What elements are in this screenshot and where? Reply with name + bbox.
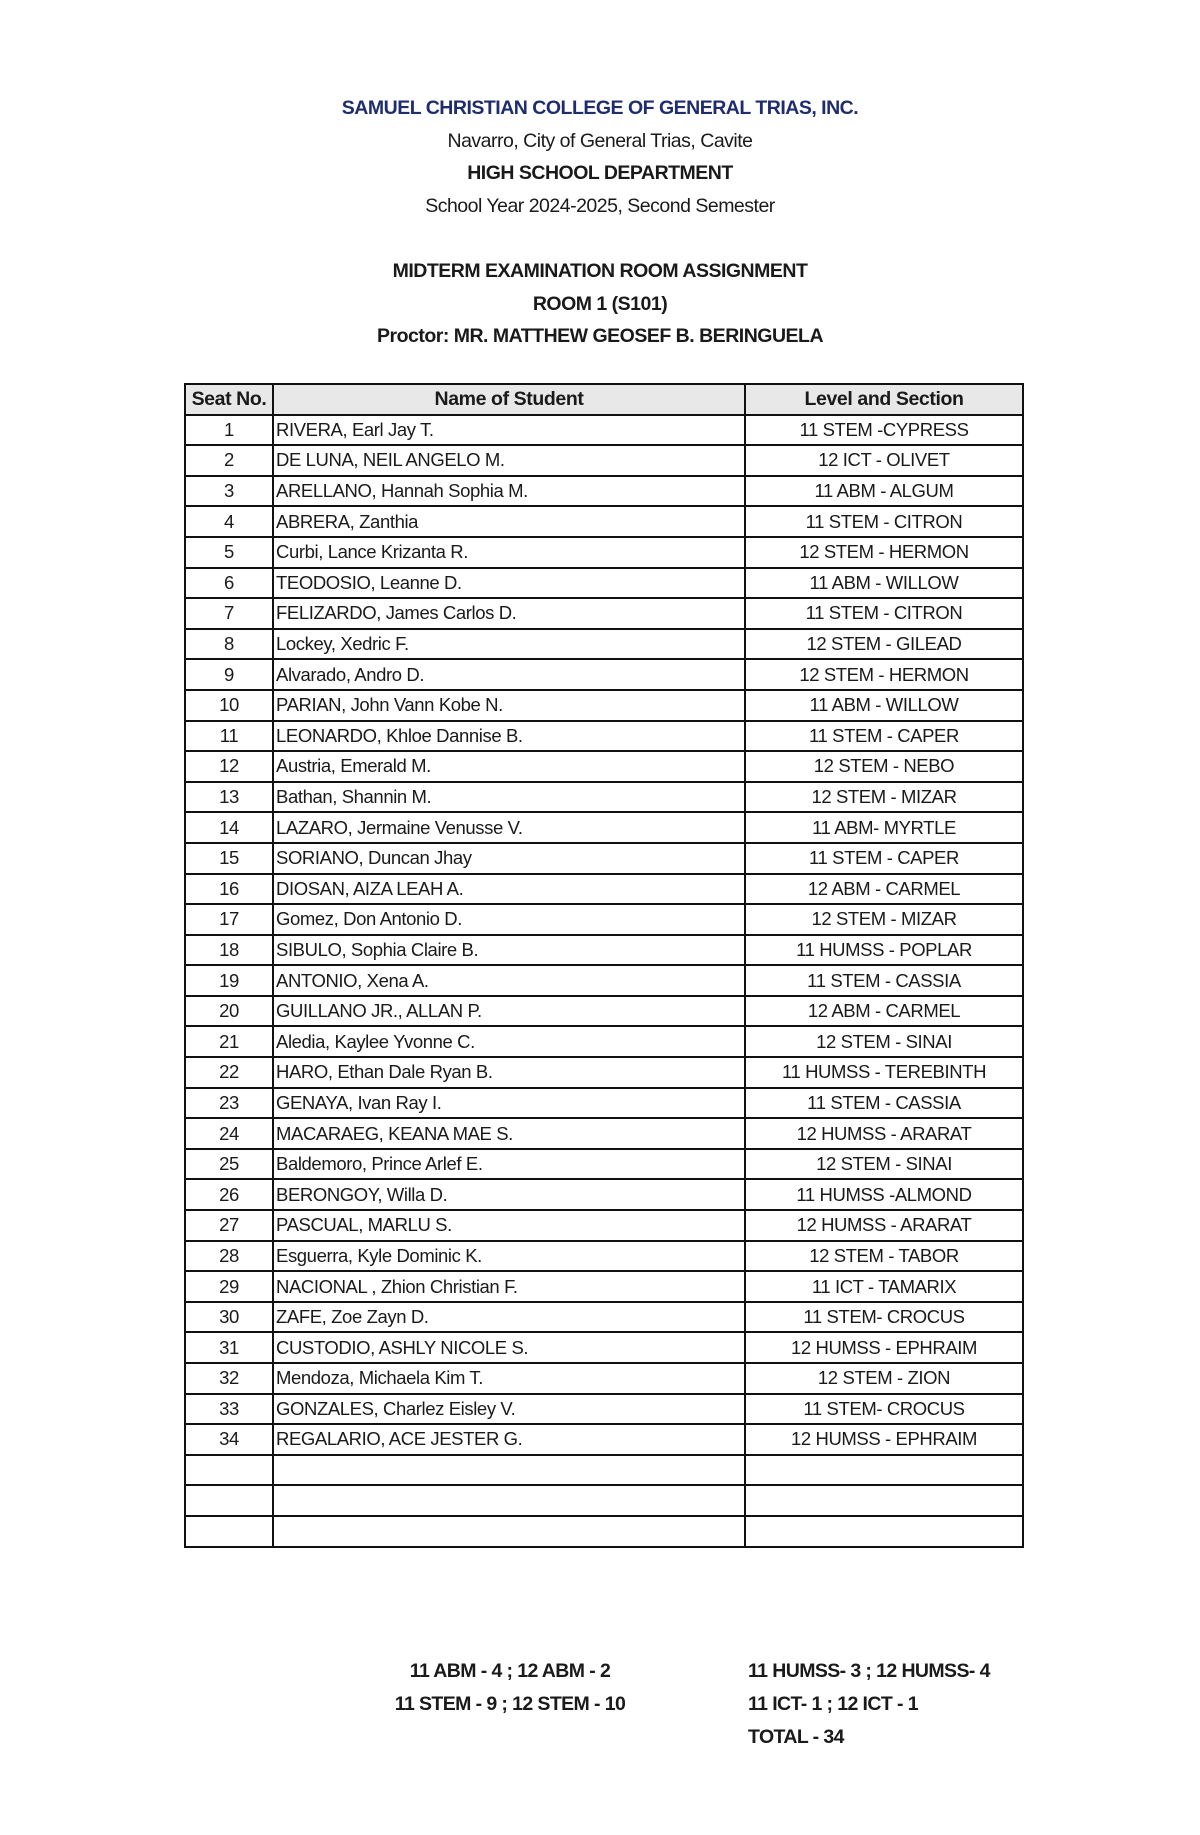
seat-number-cell: 16 bbox=[185, 874, 273, 905]
seat-number-cell bbox=[185, 1516, 273, 1547]
level-section-cell: 11 ABM- MYRTLE bbox=[745, 812, 1023, 843]
student-name-cell: ANTONIO, Xena A. bbox=[273, 965, 745, 996]
table-row bbox=[185, 415, 1023, 446]
student-name-cell: GENAYA, Ivan Ray I. bbox=[273, 1088, 745, 1119]
table-body bbox=[185, 415, 1023, 1547]
level-section-cell bbox=[745, 1485, 1023, 1516]
seat-number-cell: 22 bbox=[185, 1057, 273, 1088]
level-section-cell: 12 ICT - OLIVET bbox=[745, 445, 1023, 476]
table-row bbox=[185, 1026, 1023, 1057]
level-section-cell: 12 STEM - HERMON bbox=[745, 659, 1023, 690]
seat-number-cell: 3 bbox=[185, 476, 273, 507]
level-section-cell: 11 STEM - CITRON bbox=[745, 506, 1023, 537]
seat-number-cell: 33 bbox=[185, 1394, 273, 1425]
college-address: Navarro, City of General Trias, Cavite bbox=[447, 129, 753, 152]
level-section-cell: 11 ICT - TAMARIX bbox=[745, 1271, 1023, 1302]
student-name-cell: TEODOSIO, Leanne D. bbox=[273, 568, 745, 599]
summary-total: TOTAL - 34 bbox=[748, 1726, 844, 1748]
seat-number-cell: 21 bbox=[185, 1026, 273, 1057]
student-name-cell: GONZALES, Charlez Eisley V. bbox=[273, 1394, 745, 1425]
table-row bbox=[185, 782, 1023, 813]
seat-number-cell: 19 bbox=[185, 965, 273, 996]
level-section-cell: 11 STEM- CROCUS bbox=[745, 1302, 1023, 1333]
seat-number-cell: 26 bbox=[185, 1179, 273, 1210]
student-name-cell: Mendoza, Michaela Kim T. bbox=[273, 1363, 745, 1394]
table-row bbox=[185, 1485, 1023, 1516]
seat-number-cell bbox=[185, 1455, 273, 1486]
table-row bbox=[185, 598, 1023, 629]
student-name-cell: RIVERA, Earl Jay T. bbox=[273, 415, 745, 446]
table-row bbox=[185, 1363, 1023, 1394]
table-row bbox=[185, 812, 1023, 843]
column-header-seat: Seat No. bbox=[185, 384, 273, 415]
student-name-cell: LEONARDO, Khloe Dannise B. bbox=[273, 721, 745, 752]
table-row bbox=[185, 659, 1023, 690]
seat-number-cell: 28 bbox=[185, 1241, 273, 1272]
level-section-cell: 12 STEM - GILEAD bbox=[745, 629, 1023, 660]
student-name-cell bbox=[273, 1455, 745, 1486]
table-row bbox=[185, 935, 1023, 966]
college-name: SAMUEL CHRISTIAN COLLEGE OF GENERAL TRIAS, INC. bbox=[341, 97, 859, 119]
student-name-cell: PARIAN, John Vann Kobe N. bbox=[273, 690, 745, 721]
level-section-cell: 11 STEM - CAPER bbox=[745, 721, 1023, 752]
level-section-cell: 12 HUMSS - ARARAT bbox=[745, 1210, 1023, 1241]
table-row bbox=[185, 1271, 1023, 1302]
seat-number-cell: 17 bbox=[185, 904, 273, 935]
table-row bbox=[185, 1088, 1023, 1119]
level-section-cell: 12 STEM - SINAI bbox=[745, 1026, 1023, 1057]
level-section-cell: 12 STEM - ZION bbox=[745, 1363, 1023, 1394]
student-name-cell: Curbi, Lance Krizanta R. bbox=[273, 537, 745, 568]
student-name-cell: SORIANO, Duncan Jhay bbox=[273, 843, 745, 874]
level-section-cell: 12 ABM - CARMEL bbox=[745, 874, 1023, 905]
student-name-cell bbox=[273, 1516, 745, 1547]
student-name-cell: ABRERA, Zanthia bbox=[273, 506, 745, 537]
level-section-cell: 11 HUMSS - TEREBINTH bbox=[745, 1057, 1023, 1088]
student-name-cell: NACIONAL , Zhion Christian F. bbox=[273, 1271, 745, 1302]
student-name-cell: DE LUNA, NEIL ANGELO M. bbox=[273, 445, 745, 476]
seat-number-cell: 5 bbox=[185, 537, 273, 568]
table-row bbox=[185, 1149, 1023, 1180]
seat-number-cell: 4 bbox=[185, 506, 273, 537]
table-row bbox=[185, 690, 1023, 721]
seat-number-cell: 32 bbox=[185, 1363, 273, 1394]
table-row bbox=[185, 568, 1023, 599]
table-row bbox=[185, 445, 1023, 476]
table-header-row bbox=[185, 384, 1023, 415]
student-name-cell: Austria, Emerald M. bbox=[273, 751, 745, 782]
table-row bbox=[185, 629, 1023, 660]
seat-number-cell: 34 bbox=[185, 1424, 273, 1455]
summary-abm: 11 ABM - 4 ; 12 ABM - 2 bbox=[409, 1660, 611, 1682]
level-section-cell: 12 STEM - NEBO bbox=[745, 751, 1023, 782]
table-row bbox=[185, 1179, 1023, 1210]
column-header-name: Name of Student bbox=[273, 384, 745, 415]
summary-stem: 11 STEM - 9 ; 12 STEM - 10 bbox=[394, 1693, 626, 1715]
seat-number-cell: 20 bbox=[185, 996, 273, 1027]
seat-number-cell: 18 bbox=[185, 935, 273, 966]
student-name-cell: Esguerra, Kyle Dominic K. bbox=[273, 1241, 745, 1272]
student-name-cell: PASCUAL, MARLU S. bbox=[273, 1210, 745, 1241]
student-name-cell: DIOSAN, AIZA LEAH A. bbox=[273, 874, 745, 905]
student-name-cell: ZAFE, Zoe Zayn D. bbox=[273, 1302, 745, 1333]
student-name-cell: GUILLANO JR., ALLAN P. bbox=[273, 996, 745, 1027]
level-section-cell: 11 ABM - WILLOW bbox=[745, 690, 1023, 721]
level-section-cell: 11 STEM - CAPER bbox=[745, 843, 1023, 874]
seat-number-cell: 25 bbox=[185, 1149, 273, 1180]
table-row bbox=[185, 1332, 1023, 1363]
student-name-cell: Bathan, Shannin M. bbox=[273, 782, 745, 813]
table-row bbox=[185, 965, 1023, 996]
level-section-cell: 12 STEM - SINAI bbox=[745, 1149, 1023, 1180]
level-section-cell: 11 ABM - ALGUM bbox=[745, 476, 1023, 507]
level-section-cell: 12 HUMSS - EPHRAIM bbox=[745, 1424, 1023, 1455]
column-header-section: Level and Section bbox=[745, 384, 1023, 415]
level-section-cell bbox=[745, 1516, 1023, 1547]
seat-number-cell: 24 bbox=[185, 1118, 273, 1149]
level-section-cell: 12 STEM - MIZAR bbox=[745, 904, 1023, 935]
seat-number-cell: 29 bbox=[185, 1271, 273, 1302]
student-name-cell: LAZARO, Jermaine Venusse V. bbox=[273, 812, 745, 843]
seat-number-cell: 12 bbox=[185, 751, 273, 782]
table-row bbox=[185, 1241, 1023, 1272]
table-row bbox=[185, 1455, 1023, 1486]
table-row bbox=[185, 751, 1023, 782]
table-row bbox=[185, 537, 1023, 568]
level-section-cell: 11 STEM- CROCUS bbox=[745, 1394, 1023, 1425]
student-name-cell: Lockey, Xedric F. bbox=[273, 629, 745, 660]
table-row bbox=[185, 1118, 1023, 1149]
level-section-cell: 12 HUMSS - EPHRAIM bbox=[745, 1332, 1023, 1363]
seat-number-cell: 7 bbox=[185, 598, 273, 629]
proctor-label: Proctor: MR. MATTHEW GEOSEF B. BERINGUELA bbox=[376, 325, 824, 347]
table-row bbox=[185, 996, 1023, 1027]
level-section-cell: 11 HUMSS - POPLAR bbox=[745, 935, 1023, 966]
student-name-cell: MACARAEG, KEANA MAE S. bbox=[273, 1118, 745, 1149]
table-row bbox=[185, 904, 1023, 935]
school-year: School Year 2024-2025, Second Semester bbox=[425, 194, 775, 217]
seat-number-cell: 30 bbox=[185, 1302, 273, 1333]
student-name-cell: SIBULO, Sophia Claire B. bbox=[273, 935, 745, 966]
seat-number-cell: 14 bbox=[185, 812, 273, 843]
level-section-cell: 12 STEM - TABOR bbox=[745, 1241, 1023, 1272]
student-name-cell: REGALARIO, ACE JESTER G. bbox=[273, 1424, 745, 1455]
seat-number-cell: 15 bbox=[185, 843, 273, 874]
room-label: ROOM 1 (S101) bbox=[532, 292, 668, 315]
seat-number-cell: 8 bbox=[185, 629, 273, 660]
seat-number-cell: 10 bbox=[185, 690, 273, 721]
level-section-cell bbox=[745, 1455, 1023, 1486]
seat-number-cell: 6 bbox=[185, 568, 273, 599]
seat-number-cell: 27 bbox=[185, 1210, 273, 1241]
summary-left bbox=[340, 1655, 680, 1721]
department-name: HIGH SCHOOL DEPARTMENT bbox=[467, 162, 733, 184]
table-row bbox=[185, 843, 1023, 874]
room-assignment-table bbox=[184, 383, 1024, 1548]
student-name-cell: FELIZARDO, James Carlos D. bbox=[273, 598, 745, 629]
summary-humss: 11 HUMSS- 3 ; 12 HUMSS- 4 bbox=[748, 1660, 990, 1682]
level-section-cell: 11 STEM - CITRON bbox=[745, 598, 1023, 629]
student-name-cell: Baldemoro, Prince Arlef E. bbox=[273, 1149, 745, 1180]
level-section-cell: 12 HUMSS - ARARAT bbox=[745, 1118, 1023, 1149]
table-row bbox=[185, 1057, 1023, 1088]
table-row bbox=[185, 1516, 1023, 1547]
student-name-cell: ARELLANO, Hannah Sophia M. bbox=[273, 476, 745, 507]
table-row bbox=[185, 506, 1023, 537]
summary-ict: 11 ICT- 1 ; 12 ICT - 1 bbox=[748, 1693, 918, 1715]
level-section-cell: 11 STEM - CASSIA bbox=[745, 1088, 1023, 1119]
seat-number-cell: 11 bbox=[185, 721, 273, 752]
level-section-cell: 12 ABM - CARMEL bbox=[745, 996, 1023, 1027]
table-row bbox=[185, 476, 1023, 507]
table-row bbox=[185, 1424, 1023, 1455]
summary-right bbox=[748, 1655, 1068, 1754]
table-row bbox=[185, 874, 1023, 905]
student-name-cell: HARO, Ethan Dale Ryan B. bbox=[273, 1057, 745, 1088]
seat-number-cell bbox=[185, 1485, 273, 1516]
document-header bbox=[0, 92, 1200, 353]
table-row bbox=[185, 1302, 1023, 1333]
level-section-cell: 12 STEM - HERMON bbox=[745, 537, 1023, 568]
level-section-cell: 11 STEM -CYPRESS bbox=[745, 415, 1023, 446]
student-name-cell: BERONGOY, Willa D. bbox=[273, 1179, 745, 1210]
student-name-cell: Alvarado, Andro D. bbox=[273, 659, 745, 690]
student-name-cell: Aledia, Kaylee Yvonne C. bbox=[273, 1026, 745, 1057]
seat-number-cell: 1 bbox=[185, 415, 273, 446]
student-name-cell bbox=[273, 1485, 745, 1516]
seat-number-cell: 2 bbox=[185, 445, 273, 476]
student-name-cell: CUSTODIO, ASHLY NICOLE S. bbox=[273, 1332, 745, 1363]
document-title: MIDTERM EXAMINATION ROOM ASSIGNMENT bbox=[392, 260, 808, 282]
table-row bbox=[185, 1210, 1023, 1241]
table-row bbox=[185, 1394, 1023, 1425]
table-row bbox=[185, 721, 1023, 752]
level-section-cell: 11 STEM - CASSIA bbox=[745, 965, 1023, 996]
seat-number-cell: 23 bbox=[185, 1088, 273, 1119]
level-section-cell: 11 HUMSS -ALMOND bbox=[745, 1179, 1023, 1210]
seat-number-cell: 31 bbox=[185, 1332, 273, 1363]
seat-number-cell: 9 bbox=[185, 659, 273, 690]
level-section-cell: 11 ABM - WILLOW bbox=[745, 568, 1023, 599]
seat-number-cell: 13 bbox=[185, 782, 273, 813]
level-section-cell: 12 STEM - MIZAR bbox=[745, 782, 1023, 813]
student-name-cell: Gomez, Don Antonio D. bbox=[273, 904, 745, 935]
